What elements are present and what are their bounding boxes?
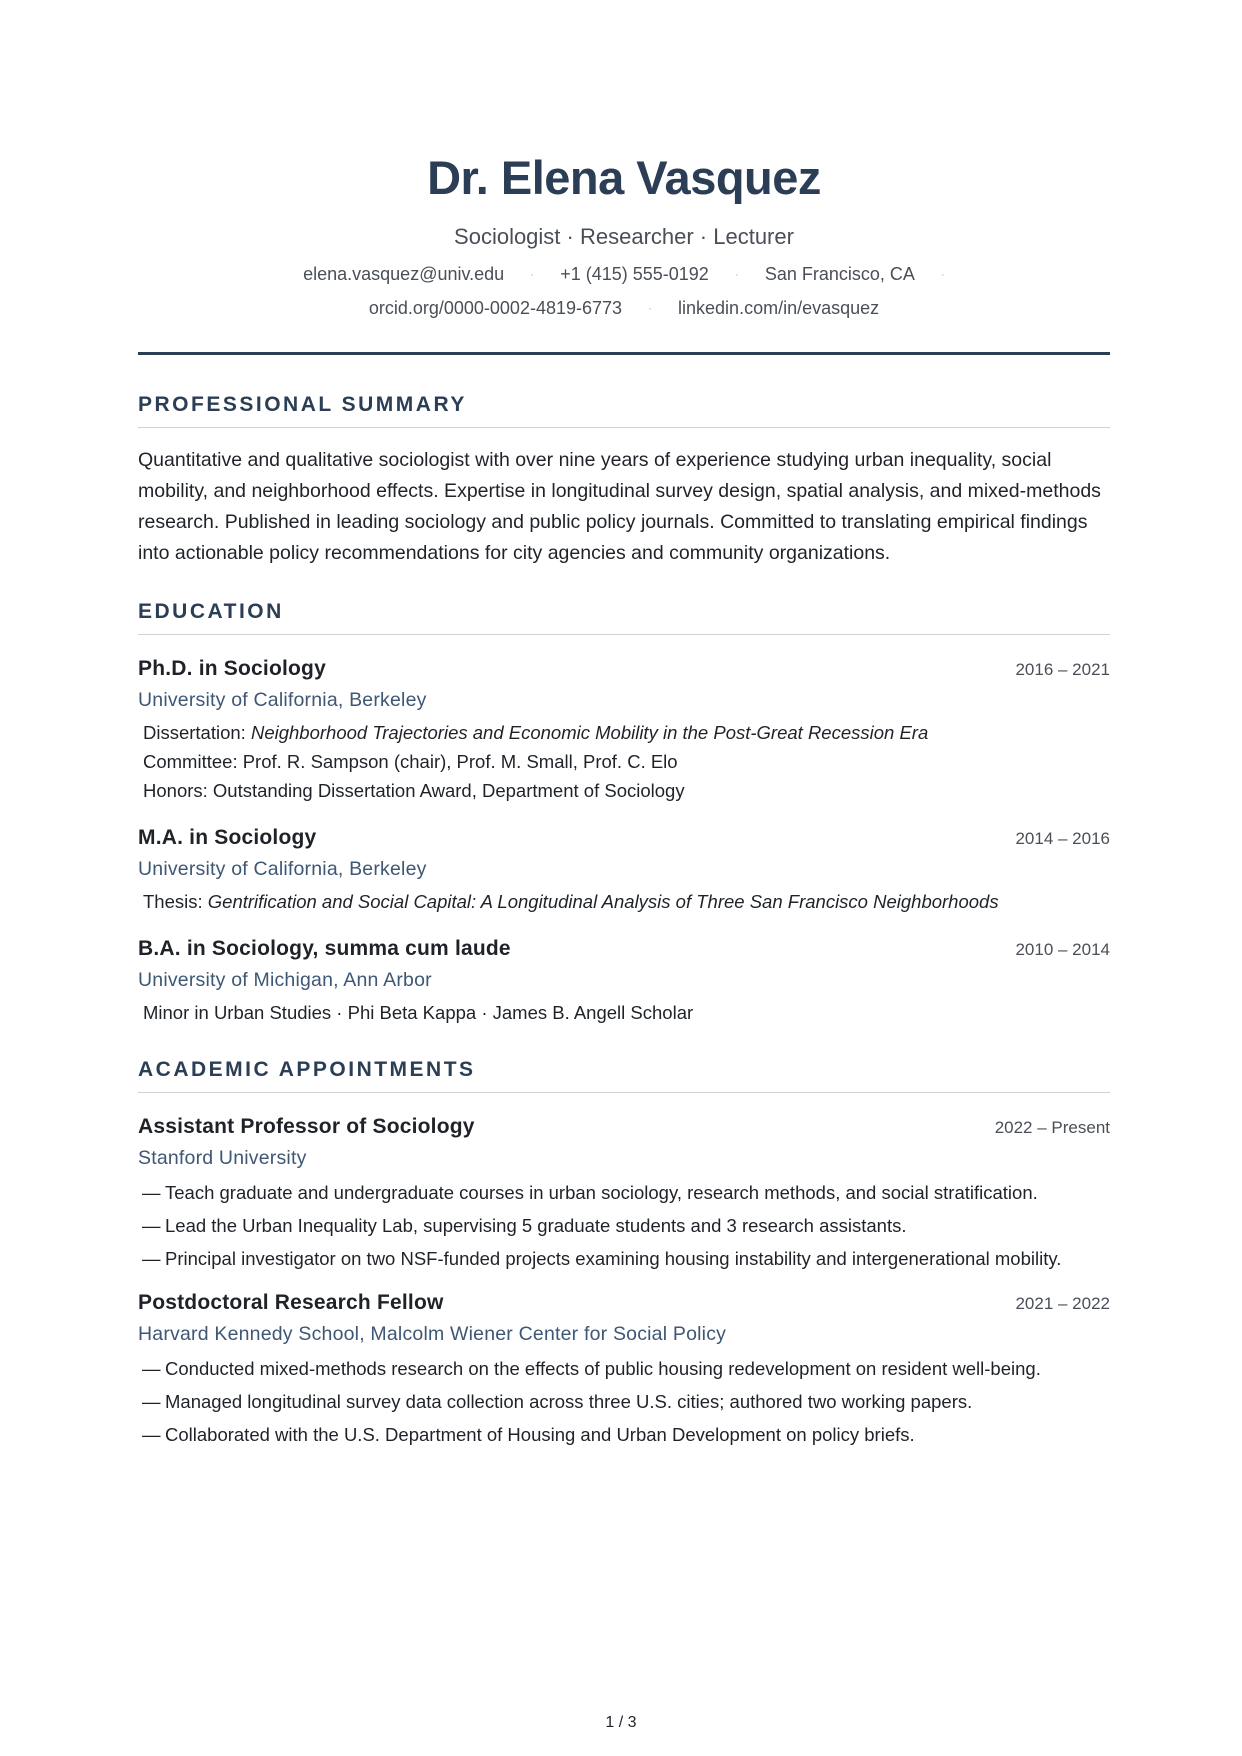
appointment-entry xyxy=(138,1289,1110,1449)
institution-name: Stanford University xyxy=(138,1147,307,1169)
summary-text: Quantitative and qualitative sociologist with over nine years of experience studying urban inequality, social mobility, and neighborhood effects. Expertise in longitudinal survey design, spatial analysis, and mixed-methods research. Published in leading sociology and public policy journals. Committed to translating empirical findings into actionable policy recommendations for city agencies and community organizations. xyxy=(138,449,1101,564)
date-range: 2010 – 2014 xyxy=(1015,940,1110,959)
section-title: PROFESSIONAL SUMMARY xyxy=(138,393,467,416)
bullet-text: Teach graduate and undergraduate courses in urban sociology, research methods, and social stratification. xyxy=(165,1182,1038,1203)
section-title: EDUCATION xyxy=(138,600,284,623)
bullet-text: Principal investigator on two NSF-funded projects examining housing instability and intergenerational mobility. xyxy=(165,1248,1062,1269)
thesis-title: Gentrification and Social Capital: A Longitudinal Analysis of Three San Francisco Neighborhoods xyxy=(207,891,999,912)
bullet-text: Collaborated with the U.S. Department of Housing and Urban Development on policy briefs. xyxy=(165,1424,915,1445)
bullet-text: Conducted mixed-methods research on the effects of public housing redevelopment on resident well-being. xyxy=(165,1358,1041,1379)
education-entry xyxy=(138,655,1110,805)
email-link[interactable]: elena.vasquez@univ.edu xyxy=(303,264,505,284)
contact-separator: · xyxy=(530,267,535,281)
section-divider xyxy=(138,1092,1110,1093)
list-item xyxy=(138,1387,1110,1416)
contact-row xyxy=(138,262,1110,286)
orcid-link[interactable]: orcid.org/0000-0002-4819-6773 xyxy=(368,298,623,318)
appointments-section xyxy=(138,1057,1110,1449)
date-range: 2014 – 2016 xyxy=(1015,829,1110,848)
list-item xyxy=(138,1244,1110,1273)
bullet-dash: — xyxy=(142,1248,161,1269)
resume-page xyxy=(138,0,1110,1453)
section-title: ACADEMIC APPOINTMENTS xyxy=(138,1058,476,1081)
education-section xyxy=(138,599,1110,1027)
contact-row xyxy=(138,296,1110,320)
institution-name: University of California, Berkeley xyxy=(138,689,427,711)
contact-separator: · xyxy=(648,301,653,315)
institution-name: University of Michigan, Ann Arbor xyxy=(138,969,432,991)
section-divider xyxy=(138,634,1110,635)
appointment-entry xyxy=(138,1113,1110,1273)
contact-separator: · xyxy=(940,267,945,281)
summary-section xyxy=(138,392,1110,569)
person-name: Dr. Elena Vasquez xyxy=(427,151,821,204)
detail-line: Minor in Urban Studies · Phi Beta Kappa · James B. Angell Scholar xyxy=(143,1002,694,1023)
responsibility-list xyxy=(138,1354,1110,1449)
detail-label: Thesis: xyxy=(143,891,208,912)
list-item xyxy=(138,1354,1110,1383)
dissertation-title: Neighborhood Trajectories and Economic Mobility in the Post-Great Recession Era xyxy=(250,722,929,743)
institution-name: Harvard Kennedy School, Malcolm Wiener Center for Social Policy xyxy=(138,1323,727,1345)
contact-separator: · xyxy=(734,267,739,281)
page-number: 1 / 3 xyxy=(605,1714,637,1731)
bullet-text: Lead the Urban Inequality Lab, supervising 5 graduate students and 3 research assistants. xyxy=(165,1215,907,1236)
section-divider xyxy=(138,427,1110,428)
list-item xyxy=(138,1420,1110,1449)
role-title: Postdoctoral Research Fellow xyxy=(138,1291,444,1314)
linkedin-link[interactable]: linkedin.com/in/evasquez xyxy=(678,298,880,318)
education-entry xyxy=(138,935,1110,1027)
detail-label: Dissertation: xyxy=(143,722,251,743)
bullet-dash: — xyxy=(142,1424,161,1445)
detail-line: Committee: Prof. R. Sampson (chair), Prof. M. Small, Prof. C. Elo xyxy=(143,751,678,772)
bullet-dash: — xyxy=(142,1182,161,1203)
list-item xyxy=(138,1178,1110,1207)
detail-line: Honors: Outstanding Dissertation Award, Department of Sociology xyxy=(143,780,685,801)
resume-header xyxy=(138,0,1110,355)
bullet-dash: — xyxy=(142,1391,161,1412)
bullet-dash: — xyxy=(142,1215,161,1236)
degree-title: Ph.D. in Sociology xyxy=(138,657,326,680)
degree-title: B.A. in Sociology, summa cum laude xyxy=(138,937,511,960)
institution-name: University of California, Berkeley xyxy=(138,858,427,880)
date-range: 2021 – 2022 xyxy=(1015,1294,1110,1313)
bullet-text: Managed longitudinal survey data collection across three U.S. cities; authored two working papers. xyxy=(165,1391,973,1412)
degree-title: M.A. in Sociology xyxy=(138,826,317,849)
education-entry xyxy=(138,824,1110,916)
phone-number: +1 (415) 555-0192 xyxy=(560,264,709,284)
role-title: Assistant Professor of Sociology xyxy=(138,1115,475,1138)
detail-line xyxy=(138,718,1110,747)
date-range: 2016 – 2021 xyxy=(1015,660,1110,679)
detail-line xyxy=(138,887,1110,916)
location: San Francisco, CA xyxy=(764,264,915,284)
date-range: 2022 – Present xyxy=(994,1118,1110,1137)
bullet-dash: — xyxy=(142,1358,161,1379)
list-item xyxy=(138,1211,1110,1240)
tagline: Sociologist · Researcher · Lecturer xyxy=(454,224,794,249)
header-divider xyxy=(138,352,1110,355)
responsibility-list xyxy=(138,1178,1110,1273)
